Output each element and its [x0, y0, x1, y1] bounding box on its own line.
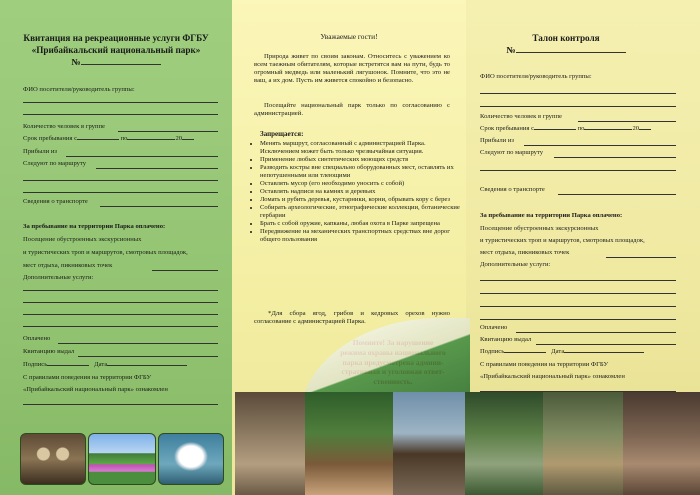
- control-visit-line3: мест отдыха, пикниковых точек: [480, 249, 570, 256]
- snake-photo: [623, 392, 700, 495]
- rules-paragraph-1: Природа живет по своим законам. Относитесь с уважением ко всем таежным обитателям, которые встретятся вам на пути, будь то огромный медведь или маленький лягушонок. Помните, что это не ваш, а их дом. Пусть им живется спокойно и безопасно.: [254, 53, 450, 85]
- receipt-transport-label: Сведения о транспорте: [23, 198, 88, 205]
- meadow-photo: [88, 433, 156, 485]
- rules-forbidden-item: • Оставлять мусор (его необходимо уносить с собой): [260, 180, 464, 188]
- control-fio-field-2[interactable]: [480, 106, 676, 107]
- control-date-label: Дата: [551, 348, 565, 355]
- control-count-field[interactable]: [578, 121, 676, 122]
- control-visit-line2: и туристических троп и маршрутов, смотровых площадок,: [480, 237, 645, 244]
- receipt-term-year: 20: [175, 135, 183, 142]
- rules-forbidden-item: • Применение любых синтетических моющих средств: [260, 156, 464, 164]
- control-extra-label: Дополнительные услуги:: [480, 261, 551, 268]
- control-fio-label: ФИО посетителя/руководитель группы:: [480, 73, 592, 80]
- rules-forbidden-heading: Запрещается:: [260, 130, 304, 138]
- rules-forbidden-item: • Ломать и рубить деревья, кустарники, корни, обрывать кору с берез: [260, 196, 464, 204]
- receipt-route-label: Следуют по маршруту: [23, 160, 87, 167]
- receipt-issued-field[interactable]: [78, 356, 218, 357]
- control-paid-field[interactable]: [516, 332, 676, 333]
- receipt-transport-field[interactable]: [100, 206, 218, 207]
- control-transport-label: Сведения о транспорте: [480, 186, 545, 193]
- control-term-year: 20: [632, 125, 640, 132]
- control-transport-field[interactable]: [558, 194, 676, 195]
- control-extra-field-1[interactable]: [480, 280, 676, 281]
- control-sign-label: Подпись: [480, 348, 505, 355]
- receipt-extra-field-1[interactable]: [23, 290, 218, 291]
- control-visit-field[interactable]: [606, 257, 676, 258]
- rules-forbidden-item: • Брать с собой оружие, капканы, любая охота в Парке запрещена: [260, 220, 464, 228]
- receipt-rules-line1: С правилами поведения на территории ФГБУ: [23, 374, 152, 381]
- receipt-fio-field[interactable]: [23, 102, 218, 103]
- rules-note: *Для сбора ягод, грибов и кедровых орехов нужно согласование с администрацией Парка.: [254, 310, 450, 326]
- control-number-label: №: [506, 45, 516, 55]
- owl-photo: [20, 433, 86, 485]
- control-term-from: Срок пребывания с: [480, 125, 534, 132]
- control-issued-label: Квитанцию выдал: [480, 336, 532, 343]
- receipt-visit-field[interactable]: [152, 270, 218, 271]
- gull-photo: [158, 433, 224, 485]
- rules-forbidden-item: • Оставлять надписи на камнях и деревьях: [260, 188, 464, 196]
- lynx-photo: [235, 392, 305, 495]
- control-sign-row: [480, 348, 644, 356]
- control-from-field[interactable]: [524, 145, 676, 146]
- receipt-route-field[interactable]: [96, 168, 218, 169]
- deer-photo: [305, 392, 393, 495]
- control-rules-line2: «Прибайкальский национальный парк» ознакомлен: [480, 373, 625, 380]
- control-term-label: [480, 125, 651, 133]
- receipt-from-label: Прибыли из: [23, 148, 57, 155]
- receipt-title-line1: Квитанция на рекреационные услуги ФГБУ: [23, 33, 209, 43]
- control-route-field[interactable]: [554, 157, 676, 158]
- control-from-label: Прибыли из: [480, 137, 514, 144]
- receipt-extra-label: Дополнительные услуги:: [23, 274, 94, 281]
- control-count-label: Количество человек в группе: [480, 113, 562, 120]
- control-route-label: Следуют по маршруту: [480, 149, 544, 156]
- receipt-title: [0, 32, 232, 68]
- receipt-route-field-2[interactable]: [23, 180, 218, 181]
- receipt-extra-field-4[interactable]: [23, 326, 218, 327]
- lizard-photo: [543, 392, 623, 495]
- receipt-paid-heading: За пребывание на территории Парка оплачено:: [23, 223, 166, 230]
- receipt-date-label: Дата: [94, 361, 108, 368]
- rules-forbidden-item: • Передвижение на механических транспортных средствах вне дорог общего пользования: [260, 228, 464, 244]
- control-issued-field[interactable]: [536, 344, 676, 345]
- control-paid-heading: За пребывание на территории Парка оплачено:: [480, 212, 623, 219]
- rules-forbidden-item: • Менять маршрут, согласованный с администрацией Парка. Исключением может быть только чрезвычайная ситуация.: [260, 140, 464, 156]
- frog-photo: [465, 392, 543, 495]
- rules-forbidden-item: • Собирать археологические, этнографические коллекции, ботанические гербарии: [260, 204, 464, 220]
- control-extra-field-4[interactable]: [480, 319, 676, 320]
- receipt-issued-label: Квитанцию выдал: [23, 348, 75, 355]
- receipt-term-label: [23, 135, 194, 143]
- control-paid-label: Оплачено: [480, 324, 508, 331]
- receipt-visit-line2: и туристических троп и маршрутов, смотровых площадок,: [23, 249, 188, 256]
- rules-forbidden-list: [246, 140, 464, 244]
- bear-photo: [393, 392, 465, 495]
- receipt-fio-field-2[interactable]: [23, 114, 218, 115]
- receipt-fio-label: ФИО посетителя/руководитель группы:: [23, 86, 135, 93]
- receipt-term-to: по: [120, 135, 128, 142]
- rules-greeting: Уважаемые гости!: [320, 32, 378, 41]
- receipt-from-field[interactable]: [66, 156, 218, 157]
- receipt-paid-label: Оплачено: [23, 335, 51, 342]
- receipt-rules-sign-field[interactable]: [23, 404, 218, 405]
- control-title-text: Талон контроля: [532, 33, 600, 43]
- receipt-route-field-3[interactable]: [23, 192, 218, 193]
- receipt-sign-row: [23, 361, 187, 369]
- receipt-visit-line1: Посещение обустроенных экскурсионных: [23, 236, 142, 243]
- receipt-extra-field-3[interactable]: [23, 314, 218, 315]
- receipt-paid-field[interactable]: [58, 343, 218, 344]
- receipt-number-label: №: [71, 57, 81, 67]
- control-rules-line1: С правилами поведения на территории ФГБУ: [480, 361, 609, 368]
- receipt-sign-label: Подпись: [23, 361, 48, 368]
- receipt-title-line2: «Прибайкальский национальный парк»: [31, 45, 201, 55]
- control-extra-field-2[interactable]: [480, 293, 676, 294]
- receipt-visit-line3: мест отдыха, пикниковых точек: [23, 262, 113, 269]
- control-route-field-2[interactable]: [480, 170, 676, 171]
- control-extra-field-3[interactable]: [480, 306, 676, 307]
- receipt-panel: [0, 0, 232, 495]
- rules-forbidden-item: • Разводить костры вне специально оборудованных мест, оставлять их непотушенными или тлеющими: [260, 164, 464, 180]
- rules-paragraph-2: Посещайте национальный парк только по согласованию с администрацией.: [254, 102, 450, 118]
- control-fio-field[interactable]: [480, 93, 676, 94]
- receipt-term-from: Срок пребывания с: [23, 135, 77, 142]
- receipt-count-label: Количество человек в группе: [23, 123, 105, 130]
- receipt-count-field[interactable]: [118, 131, 218, 132]
- receipt-extra-field-2[interactable]: [23, 302, 218, 303]
- receipt-rules-line2: «Прибайкальский национальный парк» ознакомлен: [23, 386, 168, 393]
- control-visit-line1: Посещение обустроенных экскурсионных: [480, 225, 599, 232]
- control-title: [466, 32, 666, 56]
- control-term-to: по: [577, 125, 585, 132]
